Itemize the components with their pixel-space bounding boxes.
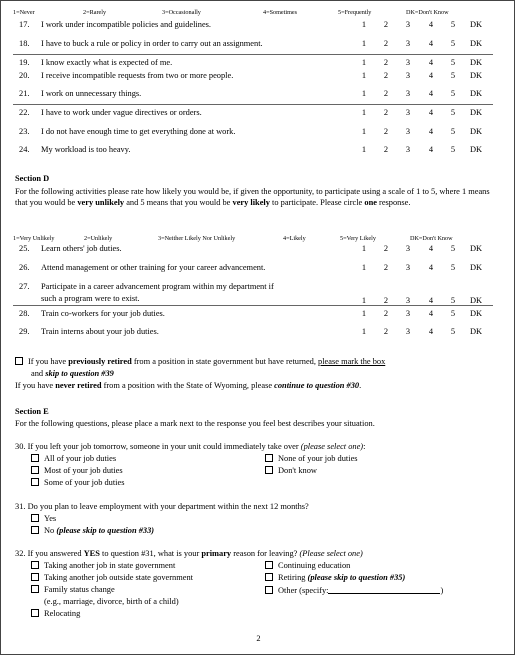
rating-option[interactable]: 5 — [450, 89, 456, 98]
rating-option[interactable]: 5 — [450, 108, 456, 117]
checkbox[interactable] — [31, 454, 39, 462]
rating-option[interactable]: 3 — [405, 327, 411, 336]
question-number: 22. — [19, 108, 30, 117]
checkbox[interactable] — [265, 573, 273, 581]
rating-option[interactable]: 3 — [405, 71, 411, 80]
rating-option[interactable]: 1 — [361, 327, 367, 336]
rating-option[interactable]: 2 — [383, 20, 389, 29]
rating-option[interactable]: DK — [469, 127, 483, 136]
rating-option[interactable]: 4 — [428, 296, 434, 305]
rating-option[interactable]: 5 — [450, 244, 456, 253]
rating-option[interactable]: 5 — [450, 145, 456, 154]
rating-option[interactable]: 5 — [450, 296, 456, 305]
rating-option[interactable]: 2 — [383, 58, 389, 67]
rating-option[interactable]: DK — [469, 145, 483, 154]
rating-option[interactable]: DK — [469, 71, 483, 80]
question-text: My workload is too heavy. — [41, 145, 131, 154]
question-text: Learn others' job duties. — [41, 244, 122, 253]
rating-option[interactable]: 4 — [428, 58, 434, 67]
checkbox[interactable] — [265, 454, 273, 462]
rating-option[interactable]: 5 — [450, 58, 456, 67]
question-text: I work on unnecessary things. — [41, 89, 142, 98]
rating-option[interactable]: 4 — [428, 71, 434, 80]
scale-label: 5=Very Likely — [340, 235, 376, 242]
q32-option[interactable]: Family status change — [31, 585, 115, 594]
checkbox[interactable] — [31, 466, 39, 474]
rating-option[interactable]: DK — [469, 296, 483, 305]
q32-option[interactable]: Other (specify: ) — [265, 585, 443, 595]
rating-option[interactable]: 4 — [428, 39, 434, 48]
rating-option[interactable]: 4 — [428, 108, 434, 117]
rating-option[interactable]: 2 — [383, 39, 389, 48]
rating-option[interactable]: 2 — [383, 108, 389, 117]
question-text: I have to work under vague directives or orders. — [41, 108, 202, 117]
section-e-instructions: For the following questions, please place a mark next to the response you feel best describes your situation. — [15, 419, 375, 428]
question-text: Attend management or other training for your career advancement. — [41, 263, 266, 272]
q32-option[interactable]: Relocating — [31, 609, 80, 618]
q31-option-yes[interactable]: Yes — [31, 514, 56, 523]
rating-option[interactable]: 3 — [405, 89, 411, 98]
rating-option[interactable]: 2 — [383, 89, 389, 98]
q32-option[interactable]: Retiring (please skip to question #35) — [265, 573, 405, 582]
question-number: 18. — [19, 39, 30, 48]
checkbox[interactable] — [31, 526, 39, 534]
rating-option[interactable]: 2 — [383, 71, 389, 80]
checkbox[interactable] — [31, 573, 39, 581]
rating-option[interactable]: DK — [469, 263, 483, 272]
question-number: 17. — [19, 20, 30, 29]
scale-label: 4=Likely — [283, 235, 306, 242]
q30-option[interactable]: Most of your job duties — [31, 466, 123, 475]
rating-option[interactable]: 1 — [361, 296, 367, 305]
rating-option[interactable]: DK — [469, 244, 483, 253]
question-text: I work under incompatible policies and guidelines. — [41, 20, 212, 29]
q32-option[interactable]: Continuing education — [265, 561, 350, 570]
question-text: I have to buck a rule or policy in order to carry out an assignment. — [41, 39, 263, 48]
divider — [13, 54, 493, 55]
scale-label: DK=Don't Know — [406, 9, 449, 16]
rating-option[interactable]: 3 — [405, 296, 411, 305]
question-text: I do not have enough time to get everything done at work. — [41, 127, 236, 136]
question-text: I receive incompatible requests from two or more people. — [41, 71, 234, 80]
checkbox[interactable] — [31, 478, 39, 486]
rating-option[interactable]: 3 — [405, 108, 411, 117]
q31-option-no[interactable]: No (please skip to question #33) — [31, 526, 154, 535]
checkbox[interactable] — [265, 586, 273, 594]
rating-option[interactable]: DK — [469, 309, 483, 318]
rating-option[interactable]: 1 — [361, 89, 367, 98]
divider — [13, 104, 493, 105]
rating-option[interactable]: 3 — [405, 39, 411, 48]
rating-option[interactable]: 1 — [361, 58, 367, 67]
q30-option[interactable]: Don't know — [265, 466, 317, 475]
rating-option[interactable]: 1 — [361, 108, 367, 117]
scale-label: 4=Sometimes — [263, 9, 298, 16]
scale-label: 1=Never — [13, 9, 35, 16]
rating-option[interactable]: 5 — [450, 39, 456, 48]
rating-option[interactable]: DK — [469, 108, 483, 117]
rating-option[interactable]: DK — [469, 327, 483, 336]
scale-label: 3=Neither Likely Nor Unlikely — [158, 235, 236, 242]
q30-option[interactable]: All of your job duties — [31, 454, 116, 463]
question-number: 27. — [19, 282, 30, 291]
rating-option[interactable]: 2 — [383, 309, 389, 318]
rating-option[interactable]: 5 — [450, 20, 456, 29]
rating-option[interactable]: 1 — [361, 244, 367, 253]
question-text: such a program were to exist. — [41, 294, 140, 303]
question-31: 31. Do you plan to leave employment with your department within the next 12 months? — [15, 502, 309, 511]
rating-option[interactable]: 4 — [428, 127, 434, 136]
rating-option[interactable]: DK — [469, 58, 483, 67]
question-text: Train interns about your job duties. — [41, 327, 159, 336]
rating-option[interactable]: 3 — [405, 309, 411, 318]
rating-option[interactable]: 1 — [361, 309, 367, 318]
question-number: 25. — [19, 244, 30, 253]
checkbox[interactable] — [31, 561, 39, 569]
rating-option[interactable]: 5 — [450, 127, 456, 136]
section-e-title: Section E — [15, 407, 49, 416]
checkbox[interactable] — [31, 514, 39, 522]
scale-label: 1=Very Unlikely — [13, 235, 55, 242]
rating-option[interactable]: 3 — [405, 58, 411, 67]
question-number: 21. — [19, 89, 30, 98]
question-number: 28. — [19, 309, 30, 318]
rating-option[interactable]: 4 — [428, 244, 434, 253]
retired-checkbox[interactable] — [15, 357, 23, 365]
question-number: 29. — [19, 327, 30, 336]
rating-option[interactable]: 5 — [450, 309, 456, 318]
scale-label: 3=Occasionally — [162, 9, 201, 16]
other-specify-field[interactable] — [328, 585, 440, 594]
q32-option-note: (e.g., marriage, divorce, birth of a child) — [44, 597, 179, 606]
scale-label: 2=Unlikely — [84, 235, 113, 242]
rating-option[interactable]: 4 — [428, 89, 434, 98]
section-d-instructions: For the following activities please rate how likely you would be, if given the opportunity, to participate using a scale of 1 to 5, where 1 means that you would be very unlikely and 5 means that you would be very likely to participate. Please circle one response. — [15, 187, 490, 207]
question-text: I know exactly what is expected of me. — [41, 58, 173, 67]
q30-option[interactable]: Some of your job duties — [31, 478, 125, 487]
question-32: 32. If you answered YES to question #31, what is your primary reason for leaving? (Please select one) — [15, 549, 363, 558]
checkbox[interactable] — [265, 561, 273, 569]
rating-option[interactable]: 1 — [361, 145, 367, 154]
scale-label: DK=Don't Know — [410, 235, 453, 242]
rating-option[interactable]: 5 — [450, 71, 456, 80]
rating-option[interactable]: DK — [469, 89, 483, 98]
rating-option[interactable]: DK — [469, 39, 483, 48]
rating-option[interactable]: 4 — [428, 263, 434, 272]
rating-option[interactable]: 4 — [428, 309, 434, 318]
retired-line-1: If you have previously retired from a position in state government but have returned, please mark the box — [15, 357, 385, 366]
section-d-title: Section D — [15, 174, 50, 183]
rating-option[interactable]: 5 — [450, 263, 456, 272]
rating-option[interactable]: 1 — [361, 39, 367, 48]
rating-option[interactable]: 4 — [428, 20, 434, 29]
divider — [13, 305, 493, 306]
scale-label: 2=Rarely — [83, 9, 107, 16]
rating-option[interactable]: 1 — [361, 20, 367, 29]
rating-option[interactable]: 3 — [405, 145, 411, 154]
rating-option[interactable]: 2 — [383, 296, 389, 305]
rating-option[interactable]: DK — [469, 20, 483, 29]
rating-option[interactable]: 2 — [383, 127, 389, 136]
rating-option[interactable]: 4 — [428, 145, 434, 154]
question-30: 30. If you left your job tomorrow, someone in your unit could immediately take over (please select one): — [15, 442, 366, 451]
question-text: Participate in a career advancement program within my department if — [41, 282, 274, 291]
rating-option[interactable]: 5 — [450, 327, 456, 336]
rating-option[interactable]: 2 — [383, 327, 389, 336]
rating-option[interactable]: 4 — [428, 327, 434, 336]
question-number: 19. — [19, 58, 30, 67]
question-number: 23. — [19, 127, 30, 136]
rating-option[interactable]: 3 — [405, 263, 411, 272]
scale-label: 5=Frequently — [338, 9, 372, 16]
rating-option[interactable]: 3 — [405, 127, 411, 136]
rating-option[interactable]: 1 — [361, 263, 367, 272]
question-number: 20. — [19, 71, 30, 80]
q32-option[interactable]: Taking another job in state government — [31, 561, 175, 570]
question-text: Train co-workers for your job duties. — [41, 309, 165, 318]
rating-option[interactable]: 1 — [361, 71, 367, 80]
checkbox[interactable] — [31, 585, 39, 593]
rating-option[interactable]: 2 — [383, 263, 389, 272]
retired-line-2: and skip to question #39 — [31, 369, 114, 378]
q30-option[interactable]: None of your job duties — [265, 454, 358, 463]
retired-line-3: If you have never retired from a position with the State of Wyoming, please continue to question #30. — [15, 381, 362, 390]
rating-option[interactable]: 1 — [361, 127, 367, 136]
question-number: 26. — [19, 263, 30, 272]
page-number: 2 — [256, 634, 261, 643]
checkbox[interactable] — [265, 466, 273, 474]
rating-option[interactable]: 3 — [405, 20, 411, 29]
rating-option[interactable]: 2 — [383, 244, 389, 253]
rating-option[interactable]: 3 — [405, 244, 411, 253]
checkbox[interactable] — [31, 609, 39, 617]
rating-option[interactable]: 2 — [383, 145, 389, 154]
question-number: 24. — [19, 145, 30, 154]
q32-option[interactable]: Taking another job outside state government — [31, 573, 193, 582]
